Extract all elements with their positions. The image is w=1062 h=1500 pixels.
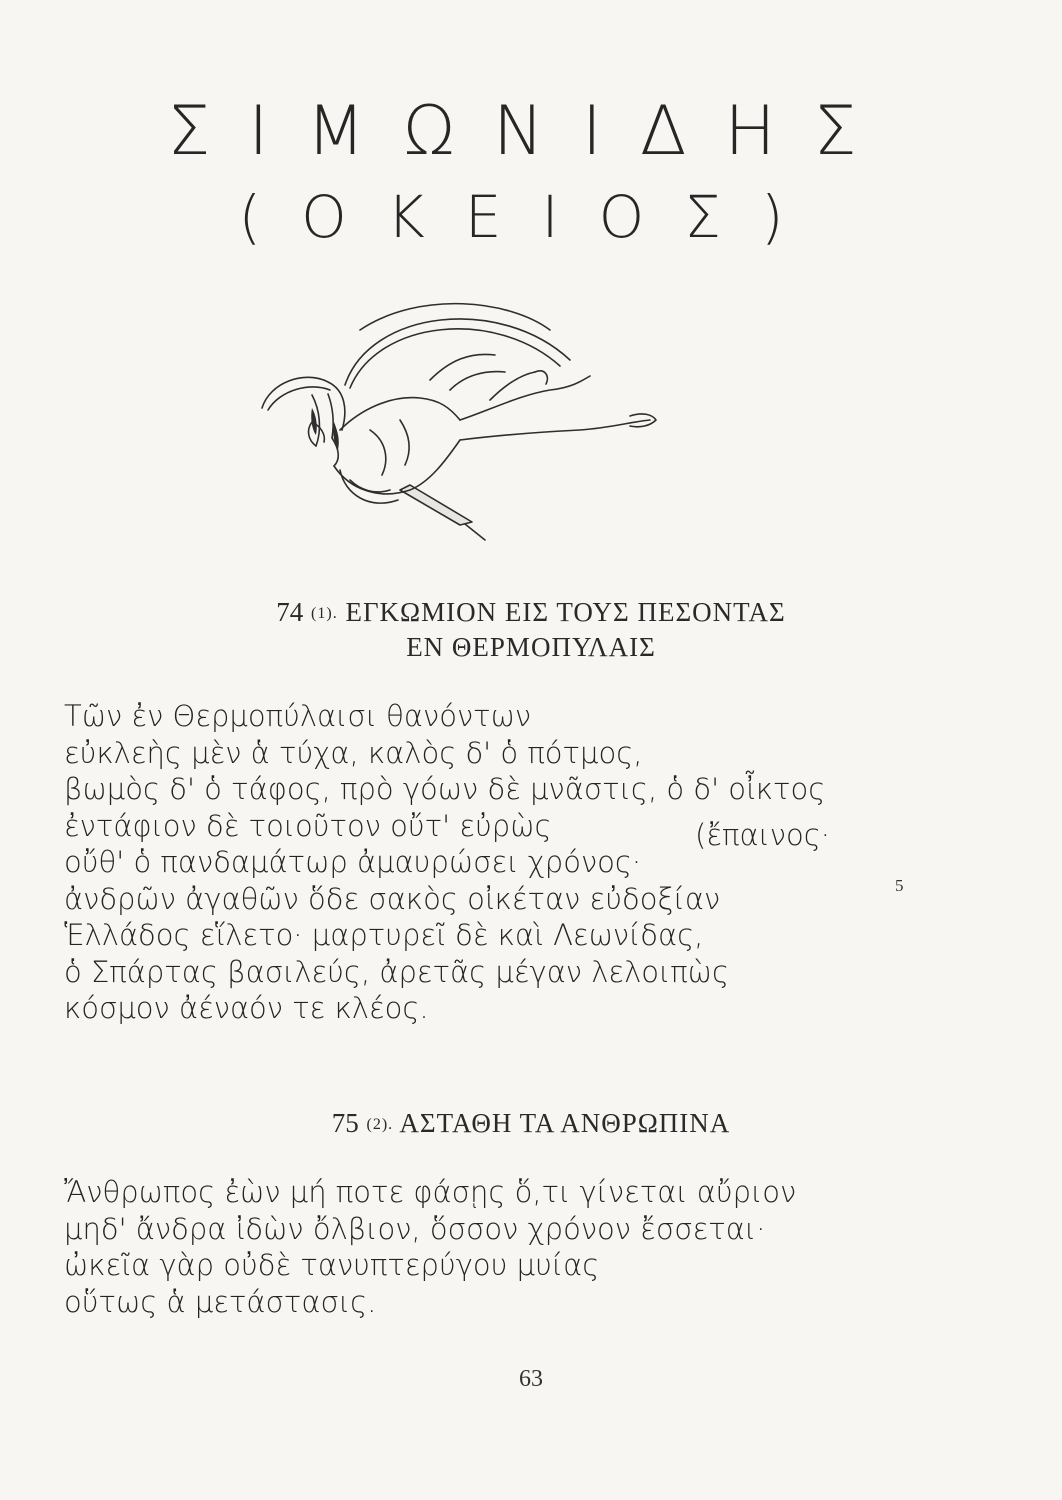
- poem-75-text: [64, 1174, 796, 1320]
- author-subtitle: (ΟΚΕΙΟΣ): [238, 183, 824, 251]
- verse-line: Ἑλλάδος εἵλετο· μαρτυρεῖ δὲ καὶ Λεωνίδας,: [64, 918, 704, 952]
- poem-74-footnote: (1).: [311, 605, 338, 622]
- poem-74-heading: [0, 599, 1062, 626]
- marginal-note: (ἔπαινος·: [695, 818, 830, 852]
- page-number: 63: [519, 1366, 543, 1392]
- author-title: ΣΙΜΩΝΙΔΗΣ: [167, 92, 895, 171]
- poem-74-heading-line2: ΕΝ ΘΕΡΜΟΠΥΛΑΙΣ: [406, 632, 656, 662]
- line-number: 5: [895, 876, 904, 895]
- warrior-vase-painting-icon: [250, 290, 660, 550]
- poem-75-title: ΑΣΤΑΘΗ ΤΑ ΑΝΘΡΩΠΙΝΑ: [399, 1108, 731, 1138]
- verse-line: Τῶν ἐν Θερμοπύλαισι θανόντων: [64, 699, 532, 733]
- poem-74-text: [64, 698, 825, 1027]
- poem-75-number: 75: [331, 1108, 359, 1138]
- verse-line: ὁ Σπάρτας βασιλεύς, ἀρετᾶς μέγαν λελοιπὼς: [64, 954, 729, 989]
- poem-74-number: 74: [276, 597, 304, 627]
- verse-line: οὔθ' ὁ πανδαμάτωρ ἀμαυρώσει χρόνος·: [64, 845, 642, 879]
- verse-line: Ἄνθρωπος ἐὼν μή ποτε φάσῃς ὅ,τι γίνεται αὔριον: [64, 1175, 797, 1209]
- verse-line: ἀνδρῶν ἀγαθῶν ὅδε σακὸς οἰκέταν εὐδοξίαν: [64, 881, 721, 916]
- poem-75-footnote: (2).: [366, 1116, 394, 1133]
- verse-line: μηδ' ἄνδρα ἰδὼν ὄλβιον, ὅσσον χρόνον ἔσσεται·: [64, 1211, 766, 1246]
- verse-line: οὕτως ἁ μετάστασις.: [64, 1284, 377, 1319]
- verse-line: κόσμον ἀέναόν τε κλέος.: [64, 991, 429, 1025]
- verse-line: βωμὸς δ' ὁ τάφος, πρὸ γόων δὲ μνᾶστις, ὁ δ' οἶκτος: [64, 772, 826, 806]
- poem-75-heading: [0, 1110, 1062, 1137]
- verse-line: ὠκεῖα γὰρ οὐδὲ τανυπτερύγου μυίας: [64, 1248, 600, 1282]
- verse-line: ἐντάφιον δὲ τοιοῦτον οὔτ' εὐρὼς: [64, 808, 552, 843]
- poem-74-title-line1: ΕΓΚΩΜΙΟΝ ΕΙΣ ΤΟΥΣ ΠΕΣΟΝΤΑΣ: [345, 597, 786, 627]
- verse-line: εὐκλεὴς μὲν ἁ τύχα, καλὸς δ' ὁ πότμος,: [64, 735, 643, 770]
